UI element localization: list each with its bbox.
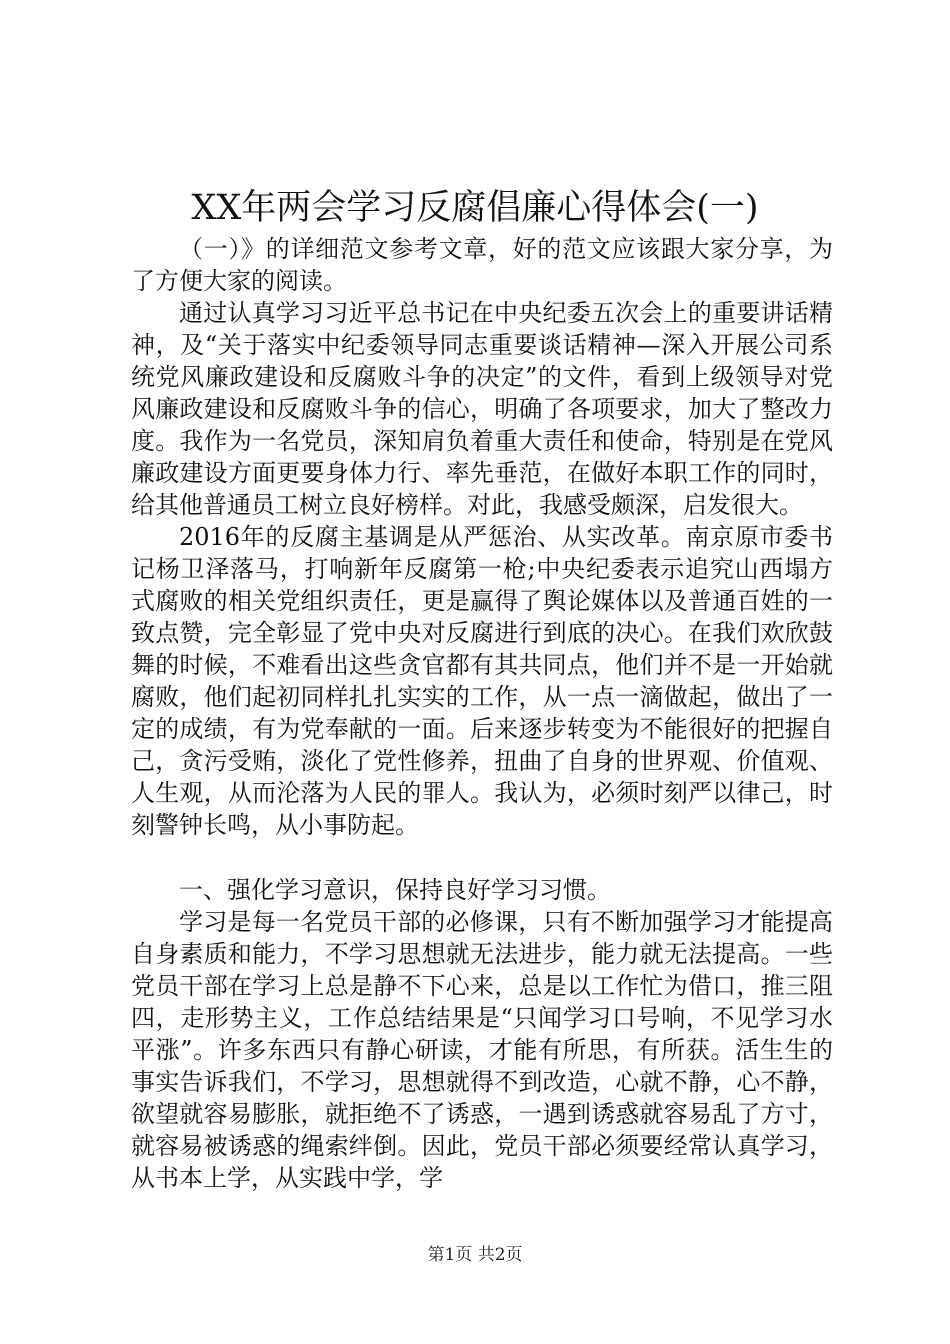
document-title: XX年两会学习反腐倡廉心得体会(一) bbox=[191, 188, 759, 228]
page-number-footer: 第1页 共2页 bbox=[427, 1245, 523, 1265]
paragraph-study-speech: 通过认真学习习近平总书记在中央纪委五次会上的重要讲话精神，及“关于落实中纪委领导同志重要谈话精神—深入开展公司系统党风廉政建设和反腐败斗争的决定”的文件，看到上级领导对党风廉政建设和反腐败斗争的信心，明确了各项要求，加大了整改力度。我作为一名党员，深知肩负着重大责任和使命，特别是在党风廉政建设方面更要身体力行、率先垂范，在做好本职工作的同时，给其他普通员工树立良好榜样。对此，我感受颇深，启发很大。 bbox=[131, 299, 833, 519]
document-body bbox=[131, 233, 833, 1194]
paragraph-learning: 学习是每一名党员干部的必修课，只有不断加强学习才能提高自身素质和能力，不学习思想就无法进步，能力就无法提高。一些党员干部在学习上总是静不下心来，总是以工作忙为借口，推三阻四，走形势主义，工作总结结果是“只闻学习口号响，不见学习水平涨”。许多东西只有静心研读，才能有所思，有所获。活生生的事实告诉我们，不学习，思想就得不到改造，心就不静，心不静，欲望就容易膨胀，就拒绝不了诱惑，一遇到诱惑就容易乱了方寸，就容易被诱惑的绳索绊倒。因此，党员干部必须要经常认真学习，从书本上学，从实践中学，学 bbox=[131, 908, 833, 1192]
section-heading-1: 一、强化学习意识，保持良好学习习惯。 bbox=[179, 876, 611, 904]
paragraph-anti-corruption-2016: 2016年的反腐主基调是从严惩治、从实改革。南京原市委书记杨卫泽落马，打响新年反腐第一枪;中央纪委表示追究山西塌方式腐败的相关党组织责任，更是赢得了舆论媒体以及普通百姓的一致点赞，完全彰显了党中央对反腐进行到底的决心。在我们欢欣鼓舞的时候，不难看出这些贪官都有其共同点，他们并不是一开始就腐败，他们起初同样扎扎实实的工作，从一点一滴做起，做出了一定的成绩，有为党奉献的一面。后来逐步转变为不能很好的把握自己，贪污受贿，淡化了党性修养，扭曲了自身的世界观、价值观、人生观，从而沦落为人民的罪人。我认为，必须时刻严以律己，时刻警钟长鸣，从小事防起。 bbox=[131, 523, 833, 839]
paragraph-intro: （一）》的详细范文参考文章，好的范文应该跟大家分享，为了方便大家的阅读。 bbox=[131, 235, 833, 295]
